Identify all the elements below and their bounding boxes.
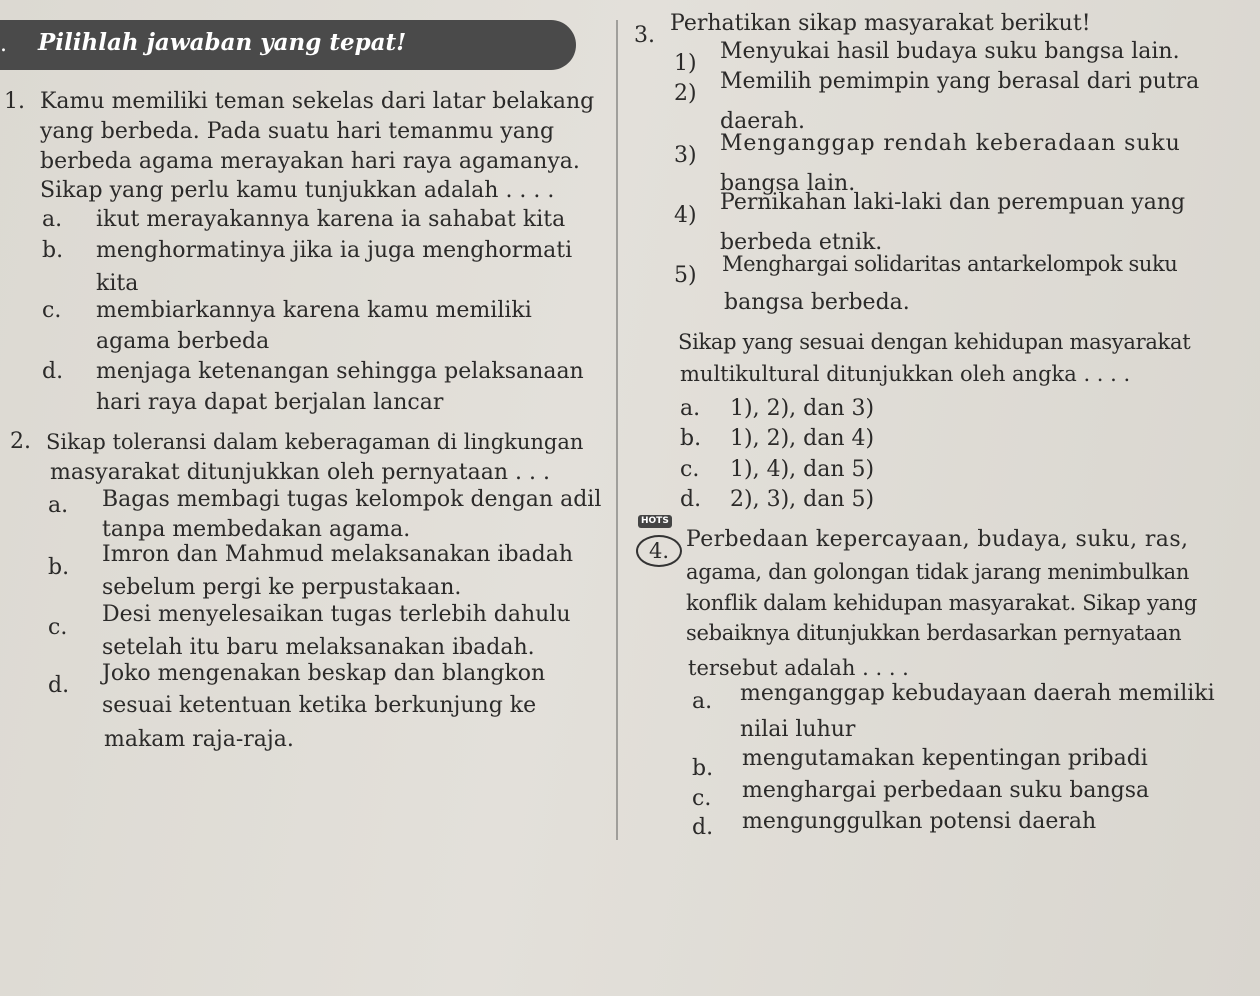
- q3-item-label: 1): [674, 51, 697, 76]
- q2-text-line: Sikap toleransi dalam keberagaman di lingkungan: [46, 430, 584, 454]
- q3-option-d-label[interactable]: d.: [680, 487, 702, 512]
- q4-option-c-text[interactable]: menghargai perbedaan suku bangsa: [742, 778, 1150, 803]
- q1-option-a-label[interactable]: a.: [42, 207, 63, 232]
- q2-number: 2.: [10, 429, 31, 454]
- q2-option-d-text[interactable]: makam raja-raja.: [104, 727, 294, 752]
- q3-option-c-text[interactable]: 1), 4), dan 5): [730, 457, 875, 482]
- q4-option-b-label[interactable]: b.: [692, 756, 714, 781]
- q4-option-b-text[interactable]: mengutamakan kepentingan pribadi: [742, 746, 1148, 771]
- section-title: Pilihlah jawaban yang tepat!: [38, 29, 407, 56]
- q2-option-d-label[interactable]: d.: [48, 673, 70, 698]
- q2-text-line: masyarakat ditunjukkan oleh pernyataan . . .: [50, 460, 550, 485]
- q1-option-b-label[interactable]: b.: [42, 238, 64, 263]
- q4-option-a-text[interactable]: nilai luhur: [740, 717, 856, 742]
- q3-item-label: 5): [674, 263, 697, 288]
- q3-item-text: Memilih pemimpin yang berasal dari putra: [720, 69, 1200, 94]
- q3-option-a-text[interactable]: 1), 2), dan 3): [730, 396, 875, 421]
- q1-text-line: yang berbeda. Pada suatu hari temanmu yang: [40, 119, 555, 144]
- q4-option-a-text[interactable]: menganggap kebudayaan daerah memiliki: [740, 681, 1215, 706]
- q1-option-b-text[interactable]: kita: [96, 271, 139, 296]
- q2-option-a-label[interactable]: a.: [48, 493, 69, 518]
- q4-option-d-label[interactable]: d.: [692, 815, 714, 840]
- q1-option-c-text[interactable]: agama berbeda: [96, 329, 270, 354]
- q1-option-c-label[interactable]: c.: [42, 298, 62, 323]
- q3-item-label: 2): [674, 81, 697, 106]
- q4-text-line: sebaiknya ditunjukkan berdasarkan pernyataan: [686, 621, 1182, 645]
- q1-option-c-text[interactable]: membiarkannya karena kamu memiliki: [96, 298, 532, 323]
- q1-option-d-text[interactable]: hari raya dapat berjalan lancar: [96, 390, 444, 415]
- q3-item-text: Menganggap rendah keberadaan suku: [720, 131, 1181, 156]
- q1-option-b-text[interactable]: menghormatinya jika ia juga menghormati: [96, 238, 573, 263]
- q4-text-line: Perbedaan kepercayaan, budaya, suku, ras,: [686, 527, 1189, 552]
- q1-text-line: berbeda agama merayakan hari raya agamanya.: [40, 149, 580, 174]
- q4-text-line: konflik dalam kehidupan masyarakat. Sikap yang: [686, 591, 1198, 615]
- q4-option-a-label[interactable]: a.: [692, 689, 713, 714]
- q4-option-d-text[interactable]: mengunggulkan potensi daerah: [742, 809, 1097, 834]
- q2-option-d-text[interactable]: Joko mengenakan beskap dan blangkon: [102, 661, 546, 686]
- q1-option-d-text[interactable]: menjaga ketenangan sehingga pelaksanaan: [96, 359, 584, 384]
- column-divider: [616, 20, 618, 840]
- q1-option-a-text[interactable]: ikut merayakannya karena ia sahabat kita: [96, 207, 566, 232]
- q3-item-label: 3): [674, 143, 697, 168]
- q1-text-line: Kamu memiliki teman sekelas dari latar belakang: [40, 89, 595, 114]
- q3-item-text: berbeda etnik.: [720, 230, 883, 255]
- q3-item-text: bangsa berbeda.: [724, 290, 910, 315]
- q3-number: 3.: [634, 23, 655, 48]
- q2-option-c-text[interactable]: setelah itu baru melaksanakan ibadah.: [102, 635, 535, 660]
- q3-option-d-text[interactable]: 2), 3), dan 5): [730, 487, 875, 512]
- q1-text-line: Sikap yang perlu kamu tunjukkan adalah . . . .: [40, 178, 555, 203]
- q2-option-b-label[interactable]: b.: [48, 555, 70, 580]
- q4-text-line: agama, dan golongan tidak jarang menimbulkan: [686, 560, 1190, 584]
- q2-option-b-text[interactable]: sebelum pergi ke perpustakaan.: [102, 575, 462, 600]
- q4-option-c-label[interactable]: c.: [692, 786, 712, 811]
- q2-option-d-text[interactable]: sesuai ketentuan ketika berkunjung ke: [102, 693, 537, 718]
- q3-option-a-label[interactable]: a.: [680, 396, 701, 421]
- q3-item-text: daerah.: [720, 109, 806, 134]
- q3-item-text: bangsa lain.: [720, 171, 856, 196]
- q3-option-b-label[interactable]: b.: [680, 426, 702, 451]
- hots-badge: HOTS: [638, 515, 672, 528]
- q4-number: 4.: [636, 535, 682, 567]
- q1-option-d-label[interactable]: d.: [42, 359, 64, 384]
- q2-option-c-label[interactable]: c.: [48, 615, 68, 640]
- q4-text-line: tersebut adalah . . . .: [688, 656, 909, 680]
- q2-option-c-text[interactable]: Desi menyelesaikan tugas terlebih dahulu: [102, 602, 571, 627]
- q2-option-b-text[interactable]: Imron dan Mahmud melaksanakan ibadah: [102, 542, 574, 567]
- q3-question-line: Sikap yang sesuai dengan kehidupan masyarakat: [678, 330, 1191, 354]
- q3-intro: Perhatikan sikap masyarakat berikut!: [670, 11, 1091, 36]
- q1-number: 1.: [4, 89, 25, 114]
- header-bullet: .: [0, 32, 7, 57]
- q3-item-text: Menghargai solidaritas antarkelompok suku: [722, 252, 1178, 276]
- q2-option-a-text[interactable]: tanpa membedakan agama.: [102, 517, 411, 542]
- q2-option-a-text[interactable]: Bagas membagi tugas kelompok dengan adil: [102, 487, 602, 512]
- q3-item-text: Pernikahan laki-laki dan perempuan yang: [720, 190, 1186, 215]
- q3-option-b-text[interactable]: 1), 2), dan 4): [730, 426, 875, 451]
- q3-question-line: multikultural ditunjukkan oleh angka . . . .: [680, 362, 1131, 386]
- q3-item-text: Menyukai hasil budaya suku bangsa lain.: [720, 39, 1180, 64]
- q3-item-label: 4): [674, 203, 697, 228]
- q3-option-c-label[interactable]: c.: [680, 457, 700, 482]
